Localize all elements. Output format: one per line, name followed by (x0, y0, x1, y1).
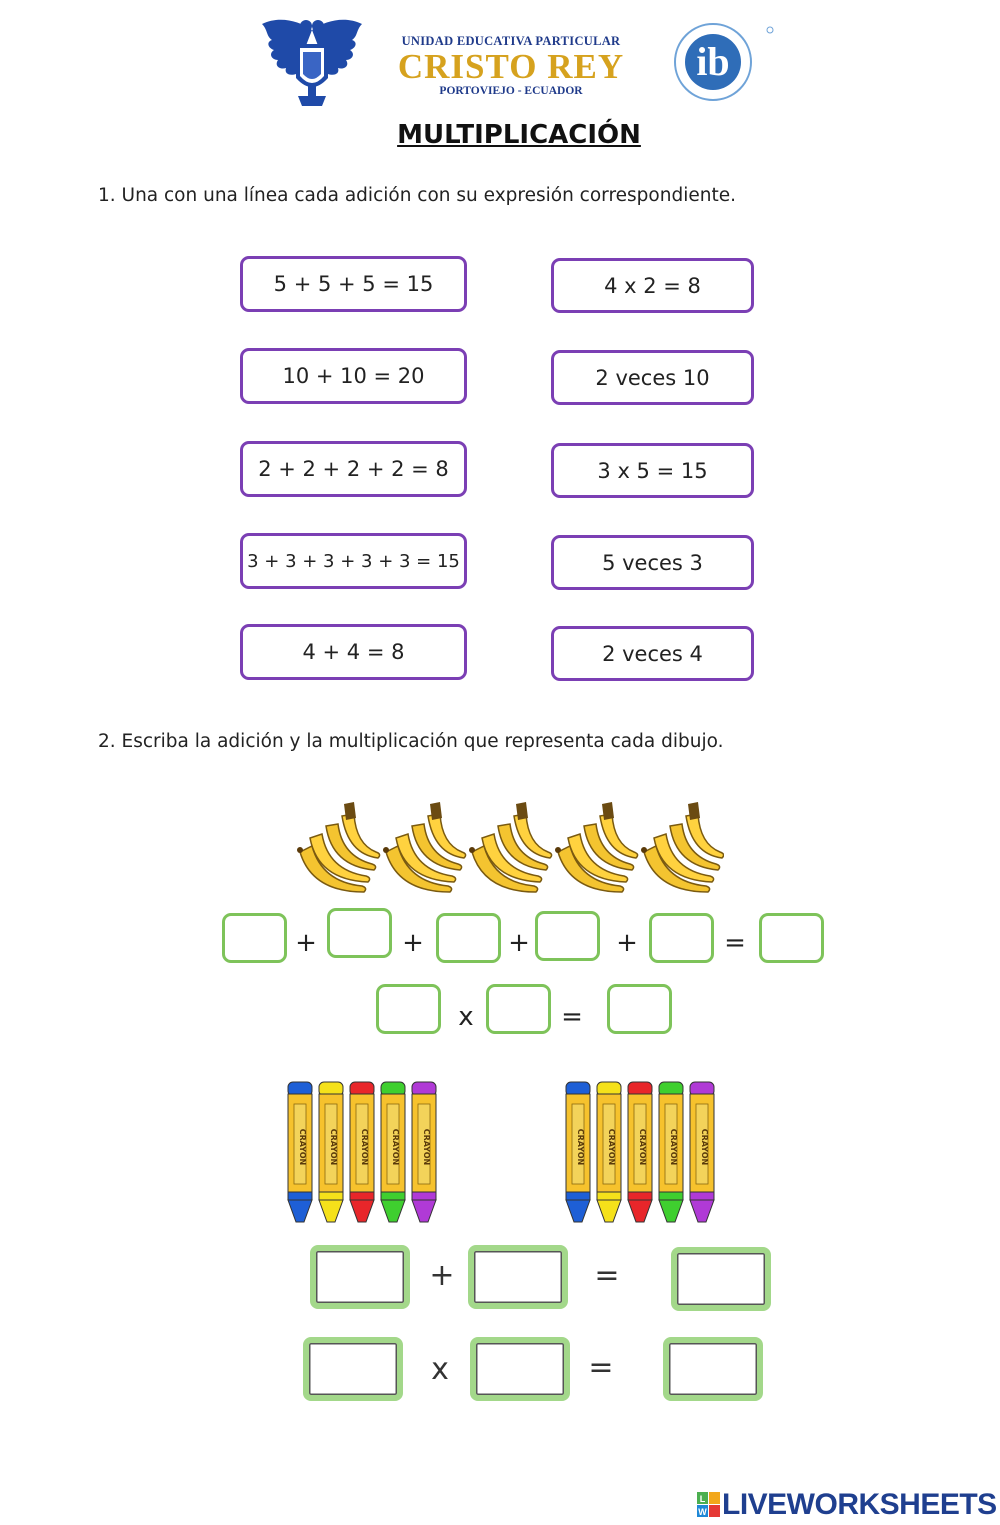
crayon-addend-2-input[interactable] (468, 1245, 568, 1309)
crayon-group-2 (562, 1080, 722, 1228)
crayon-blue-icon (566, 1082, 590, 1222)
school-eagle-logo (258, 16, 366, 108)
expression-box-3[interactable]: 3 x 5 = 15 (551, 443, 754, 498)
crayon-label: CRAYON (669, 1128, 678, 1166)
addition-box-5[interactable]: 4 + 4 = 8 (240, 624, 467, 680)
crayon-label: CRAYON (638, 1128, 647, 1166)
crayon-yellow-icon (597, 1082, 621, 1222)
banana-addend-4-input[interactable] (535, 911, 600, 961)
crayon-purple-icon (412, 1082, 436, 1222)
banana-sum-input[interactable] (759, 913, 824, 963)
crayon-label: CRAYON (576, 1128, 585, 1166)
crayon-factor-2-input[interactable] (470, 1337, 570, 1401)
ib-logo-letters: ib (696, 39, 730, 84)
crayon-factor-1-input[interactable] (303, 1337, 403, 1401)
page-title: MULTIPLICACIÓN (397, 120, 641, 150)
school-name: CRISTO REY (397, 47, 625, 86)
banana-addend-3-input[interactable] (436, 913, 501, 963)
crayon-sum-input[interactable] (671, 1247, 771, 1311)
addition-box-1[interactable]: 5 + 5 + 5 = 15 (240, 256, 467, 312)
banana-factor-2-input[interactable] (486, 984, 551, 1034)
crayon-addend-1-input[interactable] (310, 1245, 410, 1309)
equals-sign: = (724, 928, 746, 958)
expression-box-1[interactable]: 4 x 2 = 8 (551, 258, 754, 313)
school-name-block (383, 34, 639, 97)
crayon-group-2-image (562, 1080, 722, 1228)
crayon-group-1-image (284, 1080, 444, 1228)
plus-sign: + (295, 928, 317, 958)
school-location: PORTOVIEJO - ECUADOR (439, 85, 583, 97)
banana-addend-2-input[interactable] (327, 908, 392, 958)
liveworksheets-brand: LIVEWORKSHEETS (722, 1488, 997, 1521)
addition-box-2[interactable]: 10 + 10 = 20 (240, 348, 467, 404)
school-type: UNIDAD EDUCATIVA PARTICULAR (401, 34, 621, 48)
times-sign: x (431, 1352, 449, 1387)
equals-sign: = (588, 1350, 614, 1385)
crayon-product-input[interactable] (663, 1337, 763, 1401)
banana-addend-5-input[interactable] (649, 913, 714, 963)
crayon-red-icon (350, 1082, 374, 1222)
expression-box-5[interactable]: 2 veces 4 (551, 626, 754, 681)
crayon-label: CRAYON (422, 1128, 431, 1166)
plus-sign: + (429, 1258, 455, 1293)
crayon-label: CRAYON (329, 1128, 338, 1166)
crayon-label: CRAYON (360, 1128, 369, 1166)
crayon-label: CRAYON (607, 1128, 616, 1166)
banana-addend-1-input[interactable] (222, 913, 287, 963)
addition-box-4[interactable]: 3 + 3 + 3 + 3 + 3 = 15 (240, 533, 467, 589)
instruction-1: 1. Una con una línea cada adición con su expresión correspondiente. (98, 185, 736, 206)
plus-sign: + (402, 928, 424, 958)
crayon-red-icon (628, 1082, 652, 1222)
liveworksheets-logo-icon (697, 1492, 721, 1518)
crayon-blue-icon (288, 1082, 312, 1222)
logo-letter-l: L (699, 1494, 706, 1504)
instruction-2: 2. Escriba la adición y la multiplicación que representa cada dibujo. (98, 731, 724, 752)
banana-product-input[interactable] (607, 984, 672, 1034)
logo-letter-w: W (698, 1507, 707, 1517)
equals-sign: = (594, 1258, 620, 1293)
plus-sign: + (508, 928, 530, 958)
equals-sign: = (561, 1002, 583, 1032)
crayon-green-icon (659, 1082, 683, 1222)
banana-bunches-image (292, 800, 724, 900)
times-sign: x (458, 1002, 474, 1032)
crayon-label: CRAYON (391, 1128, 400, 1166)
crayon-label: CRAYON (700, 1128, 709, 1166)
plus-sign: + (616, 928, 638, 958)
crayon-purple-icon (690, 1082, 714, 1222)
expression-box-4[interactable]: 5 veces 3 (551, 535, 754, 590)
banana-factor-1-input[interactable] (376, 984, 441, 1034)
crayon-green-icon (381, 1082, 405, 1222)
crayon-group-1 (284, 1080, 444, 1228)
crayon-yellow-icon (319, 1082, 343, 1222)
ib-world-school-logo (655, 22, 775, 102)
crayon-label: CRAYON (298, 1128, 307, 1166)
expression-box-2[interactable]: 2 veces 10 (551, 350, 754, 405)
addition-box-3[interactable]: 2 + 2 + 2 + 2 = 8 (240, 441, 467, 497)
